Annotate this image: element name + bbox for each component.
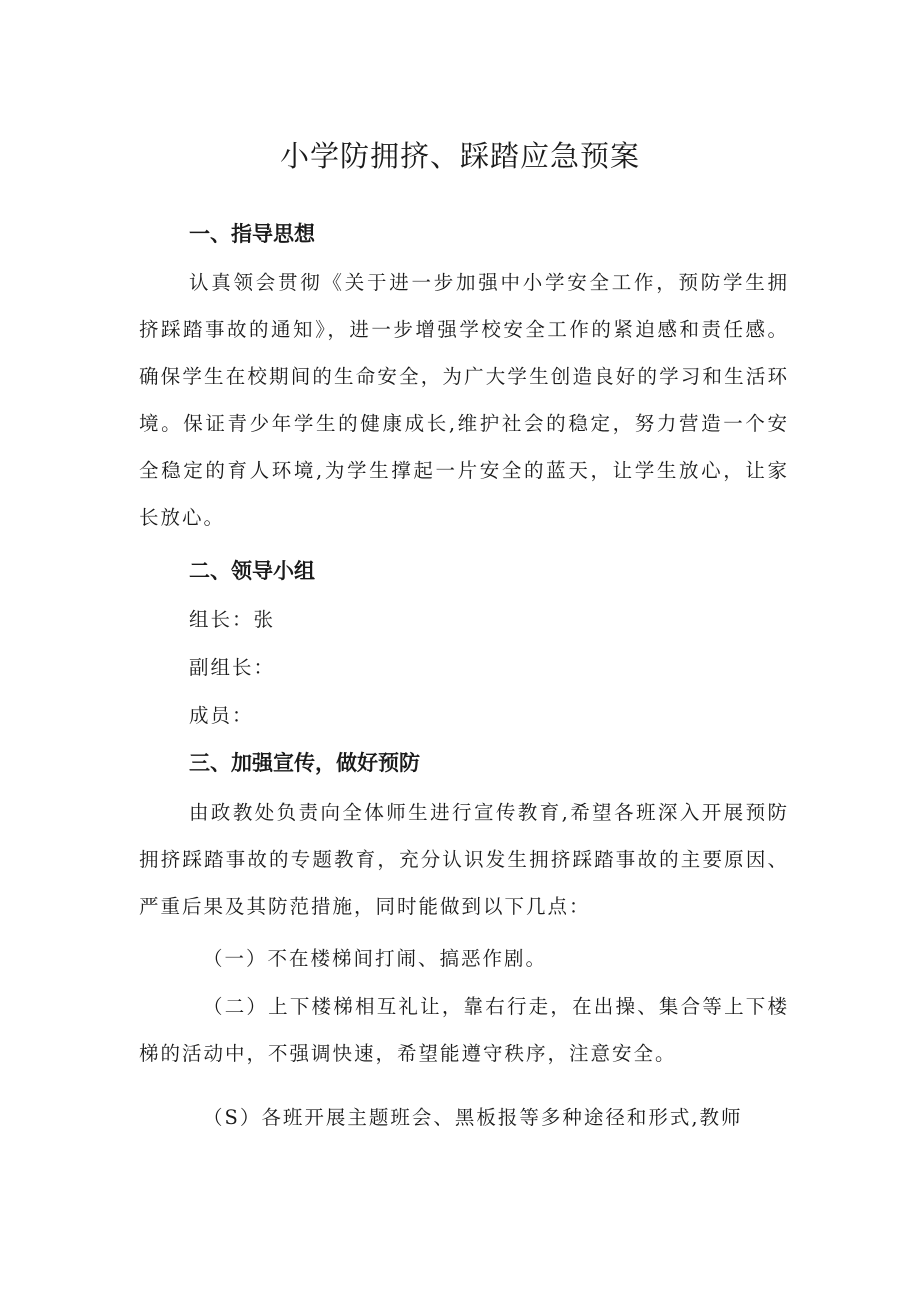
list-item: （二）上下楼梯相互礼让，靠右行走，在出操、集合等上下楼梯的活动中，不强调快速，希望能遵守秩序，注意安全。 (139, 995, 789, 1065)
section-paragraph-publicity-prevention: 由政教处负责向全体师生进行宣传教育,希望各班深入开展预防拥挤踩踏事故的专题教育，充分认识发生拥挤踩踏事故的主要原因、严重后果及其防范措施，同时能做到以下几点： (139, 801, 789, 918)
document-title: 小学防拥挤、踩踏应急预案 (279, 139, 640, 173)
section-heading-publicity-prevention: 三、加强宣传，做好预防 (189, 751, 420, 775)
members-line: 成员： (189, 704, 254, 727)
section-heading-guiding-ideology: 一、指导思想 (189, 222, 315, 246)
list-item: （S）各班开展主题班会、黑板报等多种途径和形式,教师 (203, 1106, 743, 1129)
section-paragraph-guiding-ideology: 认真领会贯彻《关于进一步加强中小学安全工作，预防学生拥挤踩踏事故的通知》，进一步增强学校安全工作的紧迫感和责任感。确保学生在校期间的生命安全，为广大学生创造良好的学习和生活环境。保证青少年学生的健康成长,维护社会的稳定，努力营造一个安全稳定的育人环境,为学生撑起一片安全的蓝天，让学生放心，让家长放心。 (139, 271, 789, 529)
leader-line: 组长：张 (189, 608, 276, 631)
list-item: （一）不在楼梯间打闹、搞恶作剧。 (203, 947, 548, 970)
deputy-leader-line: 副组长： (189, 656, 276, 679)
section-heading-leadership-group: 二、领导小组 (189, 559, 315, 583)
